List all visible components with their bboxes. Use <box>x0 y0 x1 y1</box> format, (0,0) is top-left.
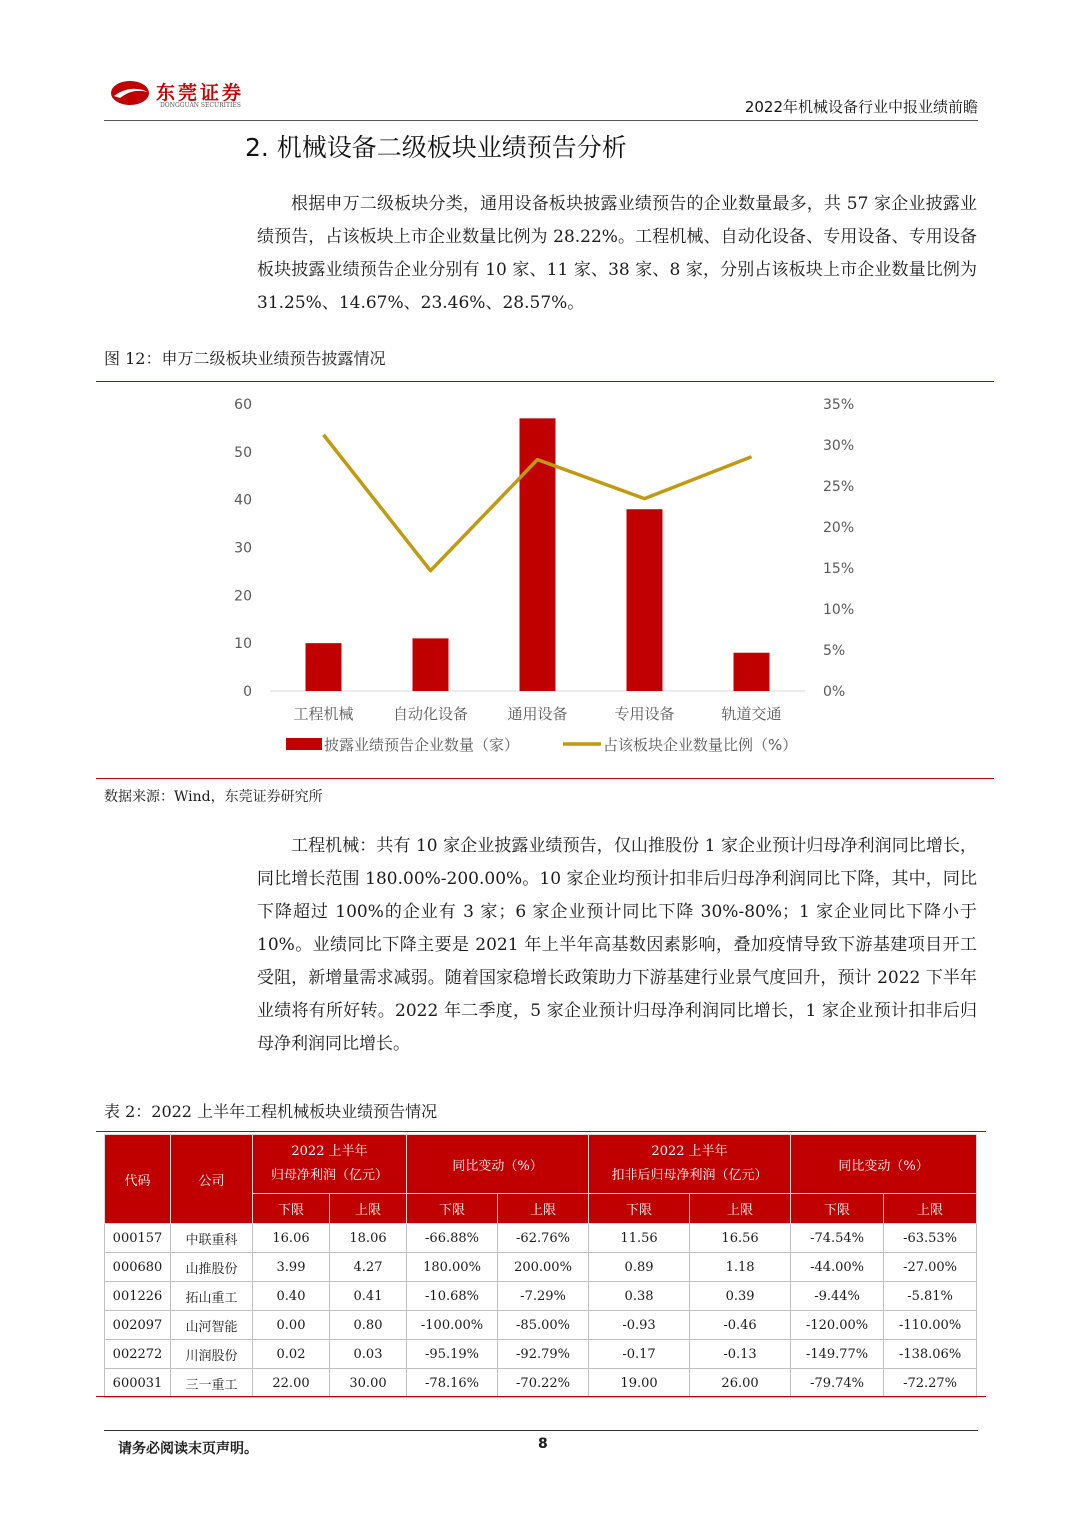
disclosure-chart <box>220 388 860 768</box>
cell-value: -5.81% <box>884 1282 977 1311</box>
cell-value: -66.88% <box>407 1224 498 1253</box>
header-low: 下限 <box>407 1194 498 1224</box>
table-row <box>105 1311 977 1340</box>
legend-line-label: 占该板块企业数量比例（%） <box>603 736 798 754</box>
y2-tick-label: 30% <box>823 438 855 454</box>
section-title: 2. 机械设备二级板块业绩预告分析 <box>245 133 627 162</box>
cell-code: 000157 <box>105 1224 171 1253</box>
header-high: 上限 <box>330 1194 407 1224</box>
figure-bottom-rule <box>96 778 994 779</box>
cell-value: 0.80 <box>330 1311 407 1340</box>
intro-paragraph: 根据申万二级板块分类，通用设备板块披露业绩预告的企业数量最多，共 57 家企业披露业绩预告，占该板块上市企业数量比例为 28.22%。工程机械、自动化设备、专用设备、专用设备板块披露业绩预告企业分别有 10 家、11 家、38 家、8 家，分别占该板块上市企业数量比例为 31.25%、14.67%、23.46%、28.57%。 <box>257 194 977 313</box>
cell-value: -44.00% <box>791 1253 884 1282</box>
bar <box>627 509 663 691</box>
cell-value: -0.17 <box>589 1340 690 1369</box>
y2-tick-label: 25% <box>823 479 855 495</box>
table-bottom-rule <box>96 1396 986 1397</box>
cell-value: 18.06 <box>330 1224 407 1253</box>
cell-value: 3.99 <box>253 1253 330 1282</box>
logo-text: 东莞证券 <box>156 82 245 104</box>
cell-value: -74.54% <box>791 1224 884 1253</box>
cell-value: -0.13 <box>690 1340 791 1369</box>
x-tick-label: 工程机械 <box>293 705 354 723</box>
cell-value: 200.00% <box>498 1253 589 1282</box>
cell-company: 拓山重工 <box>171 1282 253 1311</box>
cell-value: -79.74% <box>791 1369 884 1398</box>
table-row <box>105 1253 977 1282</box>
table-top-rule <box>96 1131 986 1132</box>
cell-value: 0.89 <box>589 1253 690 1282</box>
x-tick-label: 自动化设备 <box>392 705 469 723</box>
company-logo <box>108 78 283 108</box>
legend-bar-label: 披露业绩预告企业数量（家） <box>324 736 520 754</box>
y-tick-label: 10 <box>234 636 252 653</box>
cell-value: 19.00 <box>589 1369 690 1398</box>
cell-value: -9.44% <box>791 1282 884 1311</box>
y-tick-label: 40 <box>234 492 252 509</box>
y2-tick-label: 0% <box>823 684 846 700</box>
header-company: 公司 <box>171 1135 253 1224</box>
cell-value: 30.00 <box>330 1369 407 1398</box>
cell-value: 4.27 <box>330 1253 407 1282</box>
cell-value: -0.46 <box>690 1311 791 1340</box>
x-tick-label: 轨道交通 <box>721 705 782 723</box>
table-row <box>105 1282 977 1311</box>
page-number: 8 <box>538 1436 548 1452</box>
table-row <box>105 1369 977 1398</box>
y2-tick-label: 10% <box>823 602 855 618</box>
header-net-profit: 2022 上半年 归母净利润（亿元） <box>253 1135 407 1194</box>
cell-value: -149.77% <box>791 1340 884 1369</box>
cell-code: 002272 <box>105 1340 171 1369</box>
header-high: 上限 <box>690 1194 791 1224</box>
cell-value: -78.16% <box>407 1369 498 1398</box>
header-high: 上限 <box>884 1194 977 1224</box>
x-tick-label: 通用设备 <box>507 705 568 723</box>
cell-value: -138.06% <box>884 1340 977 1369</box>
footer-divider <box>104 1430 978 1431</box>
cell-company: 川润股份 <box>171 1340 253 1369</box>
y2-tick-label: 35% <box>823 397 855 413</box>
cell-value: 0.38 <box>589 1282 690 1311</box>
figure-source: 数据来源：Wind，东莞证券研究所 <box>104 789 323 805</box>
cell-value: 1.18 <box>690 1253 791 1282</box>
cell-code: 000680 <box>105 1253 171 1282</box>
cell-value: 16.06 <box>253 1224 330 1253</box>
cell-value: -7.29% <box>498 1282 589 1311</box>
cell-value: -0.93 <box>589 1311 690 1340</box>
cell-value: 0.40 <box>253 1282 330 1311</box>
cell-value: -63.53% <box>884 1224 977 1253</box>
cell-company: 中联重科 <box>171 1224 253 1253</box>
cell-value: 26.00 <box>690 1369 791 1398</box>
cell-value: 0.03 <box>330 1340 407 1369</box>
x-tick-label: 专用设备 <box>614 705 675 723</box>
y2-tick-label: 5% <box>823 643 846 659</box>
logo-subtext: DONGGUAN SECURITIES <box>160 102 241 108</box>
y-tick-label: 30 <box>234 540 252 557</box>
figure-caption: 图 12：申万二级板块业绩预告披露情况 <box>104 349 386 368</box>
disclaimer-note: 请务必阅读末页声明。 <box>118 1441 258 1457</box>
y-tick-label: 0 <box>243 684 252 700</box>
cell-value: 0.02 <box>253 1340 330 1369</box>
cell-value: 0.39 <box>690 1282 791 1311</box>
cell-value: 0.00 <box>253 1311 330 1340</box>
table-caption: 表 2：2022 上半年工程机械板块业绩预告情况 <box>104 1102 438 1121</box>
bar <box>413 638 449 691</box>
cell-value: -62.76% <box>498 1224 589 1253</box>
header-low: 下限 <box>253 1194 330 1224</box>
cell-value: -110.00% <box>884 1311 977 1340</box>
construction-machinery-paragraph: 工程机械：共有 10 家企业披露业绩预告，仅山推股份 1 家企业预计归母净利润同比增长，同比增长范围 180.00%-200.00%。10 家企业均预计扣非后归母净利润同比下降，其中，同比下降超过 100%的企业有 3 家；6 家企业预计同比下降 30%-80%；1 家企业同比下降小于 10%。业绩同比下降主要是 2021 年上半年高基数因素影响，叠加疫情导致下游基建项目开工受阻，新增量需求减弱。随着国家稳增长政策助力下游基建行业景气度回升，预计 2022 下半年业绩将有所好转。2022 年二季度，5 家企业预计归母净利润同比增长，1 家企业预计扣非后归母净利润同比增长。 <box>257 836 977 1054</box>
cell-value: 180.00% <box>407 1253 498 1282</box>
cell-value: -120.00% <box>791 1311 884 1340</box>
cell-company: 三一重工 <box>171 1369 253 1398</box>
cell-value: -85.00% <box>498 1311 589 1340</box>
cell-code: 002097 <box>105 1311 171 1340</box>
figure-top-rule <box>96 381 994 382</box>
cell-value: 22.00 <box>253 1369 330 1398</box>
cell-value: -95.19% <box>407 1340 498 1369</box>
cell-code: 600031 <box>105 1369 171 1398</box>
cell-value: 16.56 <box>690 1224 791 1253</box>
header-yoy-1: 同比变动（%） <box>407 1135 589 1194</box>
cell-value: -92.79% <box>498 1340 589 1369</box>
cell-value: 11.56 <box>589 1224 690 1253</box>
y-tick-label: 60 <box>234 397 252 413</box>
header-code: 代码 <box>105 1135 171 1224</box>
cell-company: 山河智能 <box>171 1311 253 1340</box>
bar <box>306 643 342 691</box>
y-tick-label: 50 <box>234 444 252 461</box>
y2-tick-label: 20% <box>823 520 855 536</box>
y2-tick-label: 15% <box>823 561 855 577</box>
legend-bar-swatch <box>286 738 322 750</box>
bar <box>734 653 770 691</box>
header-yoy-2: 同比变动（%） <box>791 1135 977 1194</box>
forecast-table <box>104 1134 977 1398</box>
table-row <box>105 1224 977 1253</box>
cell-code: 001226 <box>105 1282 171 1311</box>
cell-company: 山推股份 <box>171 1253 253 1282</box>
header-low: 下限 <box>791 1194 884 1224</box>
cell-value: -72.27% <box>884 1369 977 1398</box>
cell-value: -100.00% <box>407 1311 498 1340</box>
cell-value: -70.22% <box>498 1369 589 1398</box>
cell-value: 0.41 <box>330 1282 407 1311</box>
cell-value: -27.00% <box>884 1253 977 1282</box>
header-high: 上限 <box>498 1194 589 1224</box>
header-deducted-profit: 2022 上半年 扣非后归母净利润（亿元） <box>589 1135 791 1194</box>
report-title: 2022年机械设备行业中报业绩前瞻 <box>744 98 978 116</box>
header-low: 下限 <box>589 1194 690 1224</box>
table-row <box>105 1340 977 1369</box>
cell-value: -10.68% <box>407 1282 498 1311</box>
header-divider <box>104 120 978 121</box>
y-tick-label: 20 <box>234 588 252 605</box>
